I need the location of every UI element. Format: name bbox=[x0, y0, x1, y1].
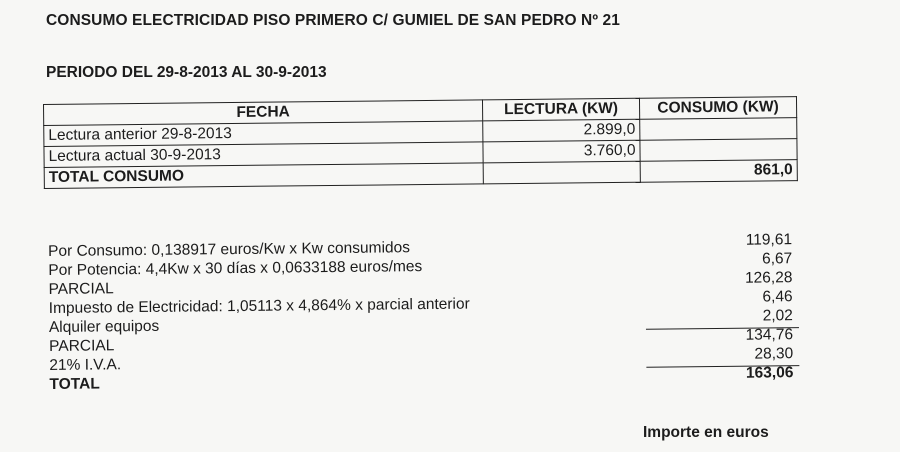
charge-label: 21% I.V.A. bbox=[49, 356, 122, 374]
total-lectura bbox=[483, 161, 640, 184]
charges-list bbox=[48, 232, 800, 392]
charge-value: 6,67 bbox=[761, 250, 793, 268]
total-consumo: 861,0 bbox=[640, 160, 797, 183]
charge-value: 119,61 bbox=[745, 231, 793, 249]
header-lectura: LECTURA (KW) bbox=[482, 98, 639, 121]
row-lectura: 3.760,0 bbox=[483, 140, 640, 163]
charge-value: 134,76 bbox=[745, 326, 794, 344]
charge-label: Por Potencia: 4,4Kw x 30 días x 0,0633188 euros/mes bbox=[48, 258, 423, 279]
charge-label: Impuesto de Electricidad: 1,05113 x 4,864% x parcial anterior bbox=[48, 295, 470, 317]
header-consumo: CONSUMO (KW) bbox=[639, 97, 796, 120]
charge-value: 126,28 bbox=[744, 269, 793, 287]
row-label: Lectura anterior 29-8-2013 bbox=[44, 121, 483, 147]
charge-value: 6,46 bbox=[762, 288, 793, 306]
row-label: Lectura actual 30-9-2013 bbox=[44, 142, 483, 168]
row-consumo bbox=[640, 139, 797, 162]
billing-period: PERIODO DEL 29-8-2013 AL 30-9-2013 bbox=[46, 64, 327, 81]
total-label: TOTAL CONSUMO bbox=[44, 163, 483, 189]
currency-note: Importe en euros bbox=[643, 424, 769, 441]
row-lectura: 2.899,0 bbox=[483, 119, 640, 142]
charge-label: Por Consumo: 0,138917 euros/Kw x Kw consumidos bbox=[48, 239, 411, 260]
charge-value: 2,02 bbox=[762, 307, 793, 325]
document-title: CONSUMO ELECTRICIDAD PISO PRIMERO C/ GUMIEL DE SAN PEDRO Nº 21 bbox=[46, 12, 620, 29]
charge-value: 28,30 bbox=[754, 345, 794, 363]
charge-label: Alquiler equipos bbox=[48, 317, 160, 336]
row-consumo bbox=[640, 118, 797, 141]
total-value: 163,06 bbox=[745, 364, 794, 382]
readings-table bbox=[43, 96, 798, 189]
charge-label: PARCIAL bbox=[49, 337, 115, 355]
charge-label: PARCIAL bbox=[48, 280, 114, 298]
header-fecha: FECHA bbox=[44, 100, 483, 126]
total-label: TOTAL bbox=[49, 375, 100, 393]
